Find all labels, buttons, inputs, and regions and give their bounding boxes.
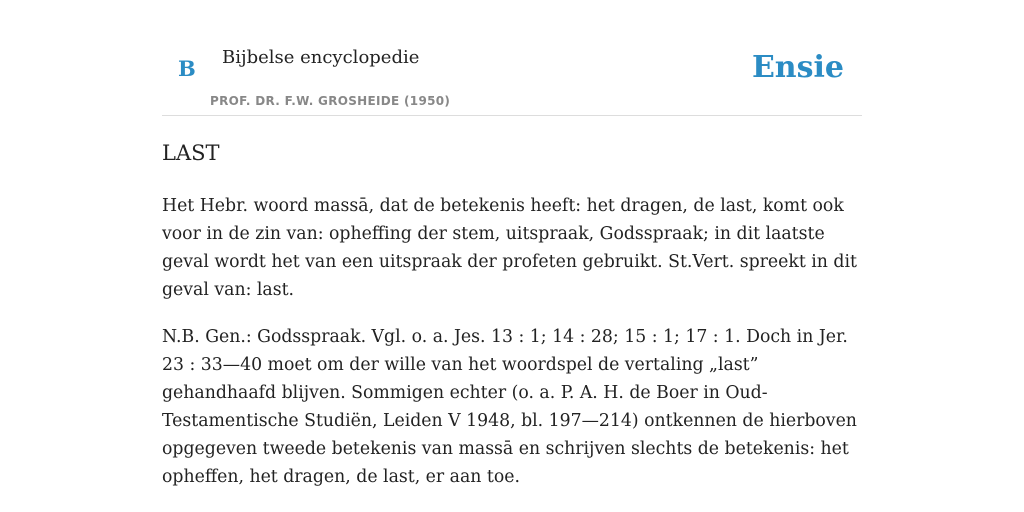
author-byline: PROF. DR. F.W. GROSHEIDE (1950) xyxy=(210,94,451,108)
book-title-link[interactable]: Bijbelse encyclopedie xyxy=(222,47,420,68)
article-paragraph: Het Hebr. woord massā, dat de betekenis heeft: het dragen, de last, komt ook voor in de zin van: opheffing der stem, uitspraak, Godsspraak; in dit laatste geval wordt het van een uitspraak der profeten gebruikt. St.Vert. spreekt in dit geval van: last. xyxy=(162,196,857,300)
article-paragraph: N.B. Gen.: Godsspraak. Vgl. o. a. Jes. 13 : 1; 14 : 28; 15 : 1; 17 : 1. Doch in Jer. 23 : 33—40 moet om der wille van het woordspel de vertaling „last” gehandhaafd blijven. Sommigen echter (o. a. P. A. H. de Boer in Oud-Testamentische Studiën, Leiden V 1948, bl. 197—214) ontkennen de hierboven opgegeven tweede betekenis van massā en schrijven slechts de betekenis: het opheffen, het dragen, de last, er aan toe. xyxy=(162,327,857,487)
page-title: LAST xyxy=(162,141,220,165)
book-logo[interactable]: B xyxy=(178,56,196,81)
article-page xyxy=(162,0,862,487)
article-body xyxy=(162,192,862,510)
ensie-logo[interactable]: Ensie xyxy=(751,50,844,85)
header xyxy=(162,0,862,116)
